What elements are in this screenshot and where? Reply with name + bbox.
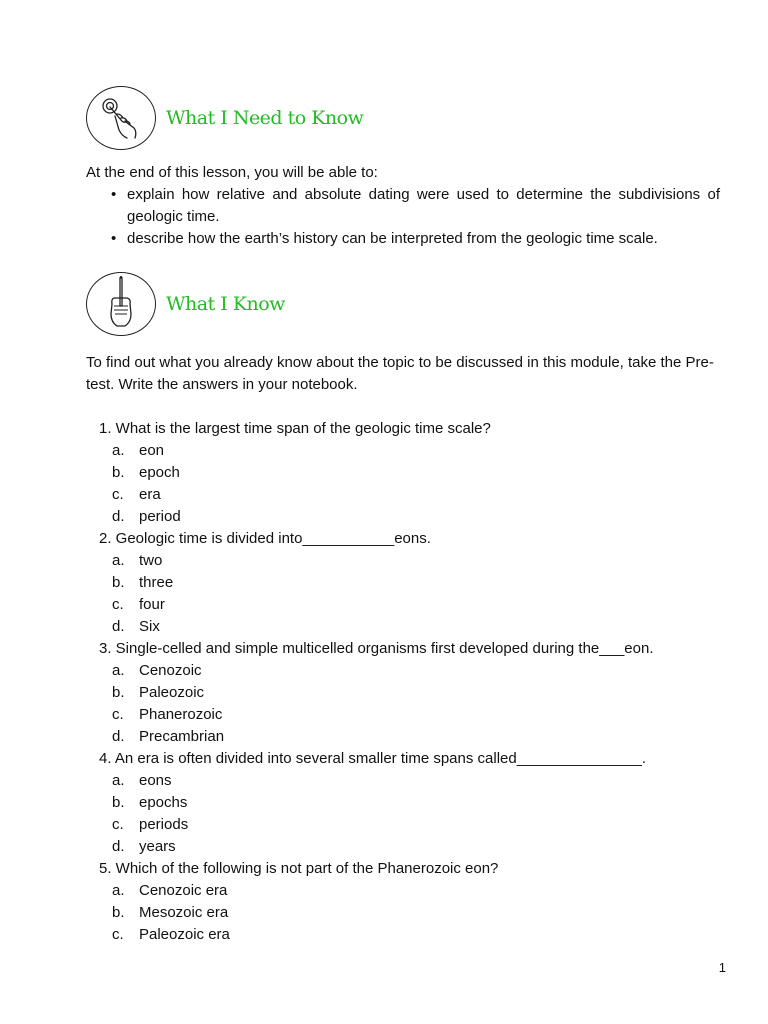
choice-text: years <box>139 838 176 855</box>
choice-text: Paleozoic <box>139 684 205 701</box>
choice-text: Paleozoic era <box>139 926 230 943</box>
choice-letter: c. <box>112 486 124 503</box>
choice-text: Phanerozoic <box>139 706 223 723</box>
choice-text: period <box>139 508 181 525</box>
choice-letter: a. <box>112 662 125 679</box>
choice-list <box>99 550 719 638</box>
choice-item <box>112 792 719 814</box>
pretest-instructions: To find out what you already know about the topic to be discussed in this module, take the Pre-test. Write the answers in your notebook. <box>86 354 714 393</box>
question-text: 1. What is the largest time span of the geologic time scale? <box>99 420 491 437</box>
section-title: What I Know <box>166 293 285 315</box>
choice-item <box>112 506 719 528</box>
hand-with-pencil-icon <box>86 272 156 336</box>
question-item <box>99 858 719 946</box>
choice-letter: b. <box>112 794 125 811</box>
choice-text: periods <box>139 816 189 833</box>
choice-item <box>112 902 719 924</box>
choice-text: Precambrian <box>139 728 225 745</box>
objective-item: • explain how relative and absolute dating were used to determine the subdivisions of geologic time. <box>108 184 720 228</box>
question-item <box>99 638 719 748</box>
choice-item <box>112 924 719 946</box>
choice-list <box>99 440 719 528</box>
choice-item <box>112 660 719 682</box>
choice-text: Cenozoic <box>139 662 202 679</box>
section-header-what-i-know <box>86 272 285 336</box>
section-header-need-to-know <box>86 86 363 150</box>
choice-text: four <box>139 596 165 613</box>
section-title: What I Need to Know <box>166 107 364 129</box>
choice-item <box>112 572 719 594</box>
choice-letter: c. <box>112 706 124 723</box>
choice-letter: d. <box>112 618 125 635</box>
choice-list <box>99 880 719 946</box>
choice-list <box>99 770 719 858</box>
pointing-hand-icon <box>86 86 156 150</box>
choice-letter: a. <box>112 442 125 459</box>
choice-letter: b. <box>112 574 125 591</box>
choice-letter: b. <box>112 684 125 701</box>
choice-item <box>112 814 719 836</box>
intro-text: At the end of this lesson, you will be able to: <box>86 164 378 181</box>
choice-text: epoch <box>139 464 180 481</box>
choice-text: eons <box>139 772 172 789</box>
objectives-list <box>108 184 720 250</box>
choice-item <box>112 616 719 638</box>
question-text: 4. An era is often divided into several smaller time spans called_______________. <box>99 750 647 767</box>
choice-text: three <box>139 574 174 591</box>
question-item <box>99 528 719 638</box>
objective-item: • describe how the earth’s history can be interpreted from the geologic time scale. <box>108 228 720 250</box>
page-number: 1 <box>718 960 726 975</box>
choice-letter: a. <box>112 552 125 569</box>
question-text: 3. Single-celled and simple multicelled organisms first developed during the___eon. <box>99 640 654 657</box>
choice-text: eon <box>139 442 165 459</box>
choice-letter: c. <box>112 596 124 613</box>
choice-item <box>112 880 719 902</box>
choice-letter: d. <box>112 838 125 855</box>
choice-letter: c. <box>112 816 124 833</box>
question-item <box>99 418 719 528</box>
choice-letter: d. <box>112 728 125 745</box>
choice-text: two <box>139 552 163 569</box>
choice-item <box>112 462 719 484</box>
choice-letter: b. <box>112 464 125 481</box>
choice-item <box>112 836 719 858</box>
choice-letter: b. <box>112 904 125 921</box>
choice-text: Mesozoic era <box>139 904 229 921</box>
choice-list <box>99 660 719 748</box>
question-item <box>99 748 719 858</box>
choice-text: era <box>139 486 161 503</box>
question-text: 5. Which of the following is not part of the Phanerozoic eon? <box>99 860 499 877</box>
choice-item <box>112 682 719 704</box>
choice-letter: a. <box>112 772 125 789</box>
choice-item <box>112 484 719 506</box>
choice-item <box>112 704 719 726</box>
choice-item <box>112 770 719 792</box>
choice-item <box>112 726 719 748</box>
question-list <box>99 418 719 946</box>
choice-letter: a. <box>112 882 125 899</box>
choice-text: Six <box>139 618 160 635</box>
choice-item <box>112 440 719 462</box>
choice-item <box>112 594 719 616</box>
choice-letter: c. <box>112 926 124 943</box>
choice-text: epochs <box>139 794 188 811</box>
choice-letter: d. <box>112 508 125 525</box>
question-text: 2. Geologic time is divided into___________eons. <box>99 530 431 547</box>
choice-item <box>112 550 719 572</box>
choice-text: Cenozoic era <box>139 882 228 899</box>
